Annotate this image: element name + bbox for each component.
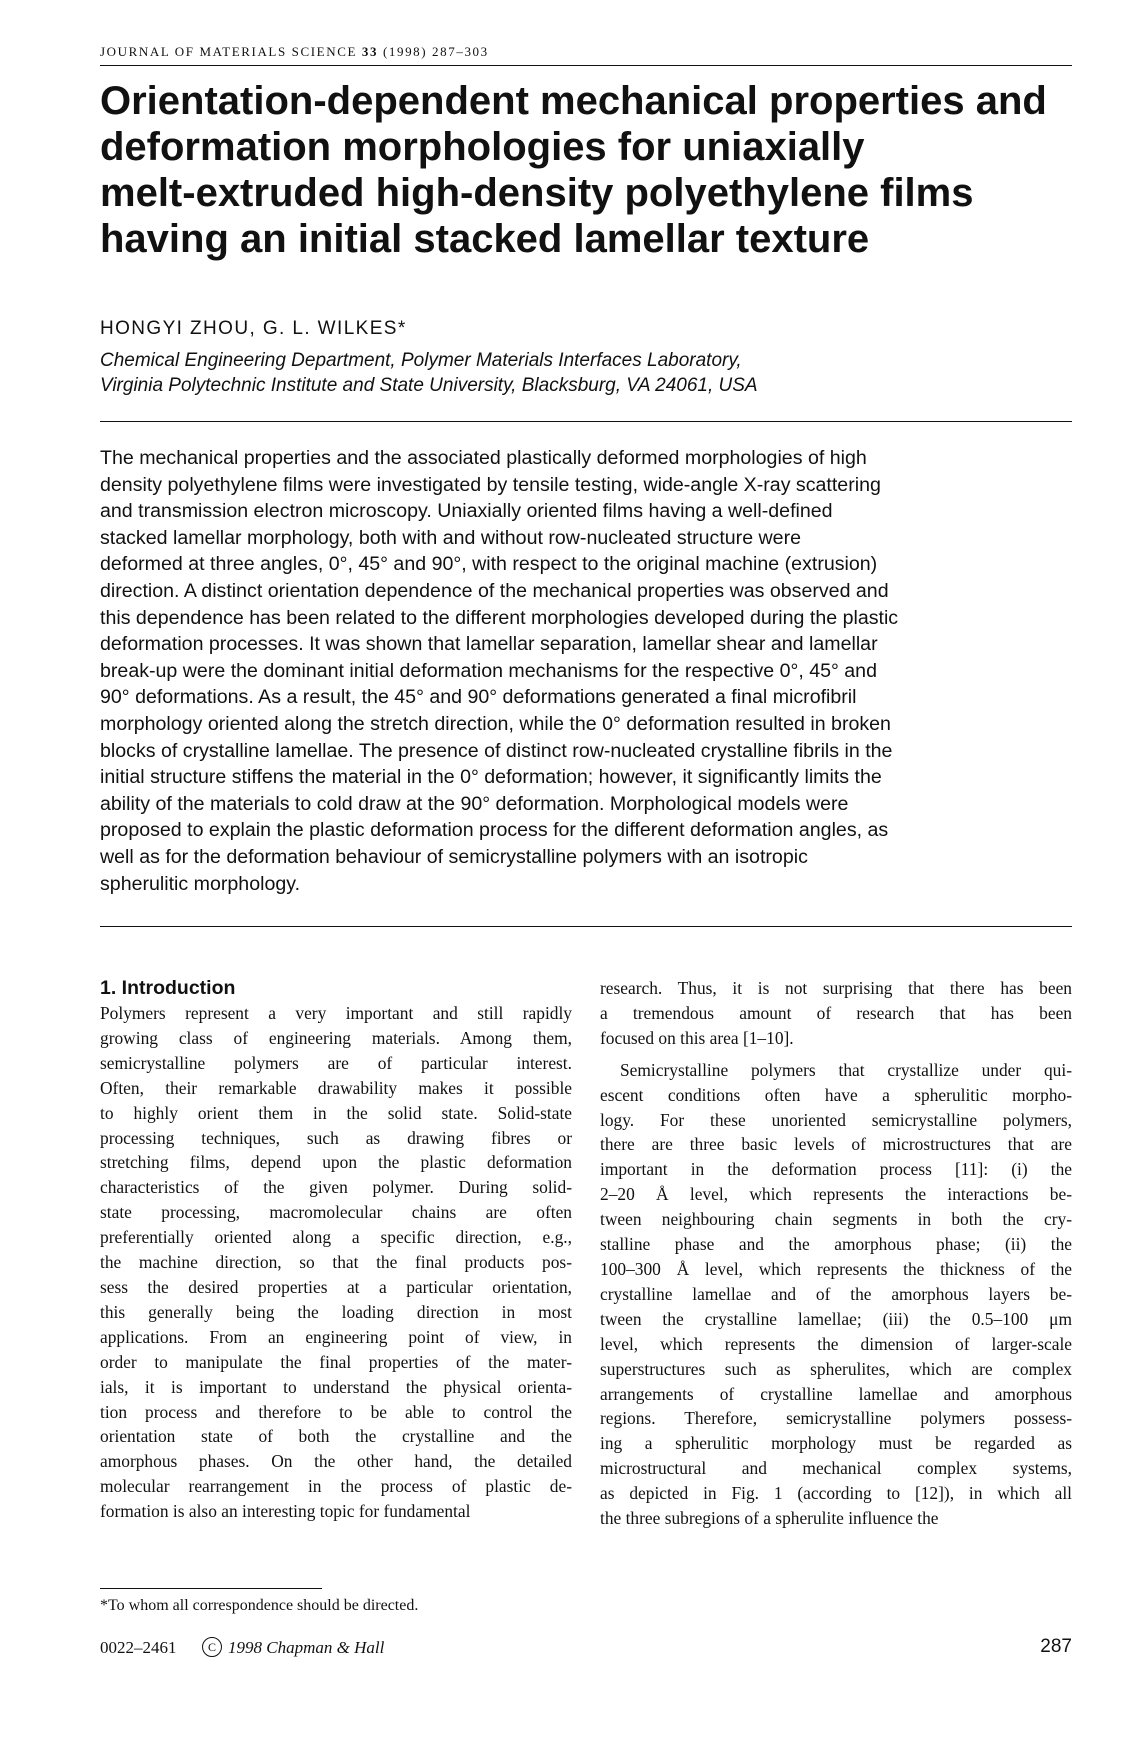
abstract-line: and transmission electron microscopy. Uniaxially oriented films having a well-defined (100, 500, 833, 523)
title-line: melt-extruded high-density polyethylene films (100, 171, 974, 215)
text-line: research. Thus, it is not surprising that there has been (600, 978, 1072, 998)
text-line: there are three basic levels of microstructures that are (600, 1134, 1072, 1155)
text-line: focused on this area [1–10]. (600, 1027, 794, 1048)
abstract-bottom-rule (100, 926, 1072, 927)
intro-paragraph-1-continued (600, 976, 1072, 1051)
text-line: characteristics of the given polymer. During solid- (100, 1177, 572, 1198)
page-number: 287 (1040, 1636, 1072, 1657)
text-line: this generally being the loading direction in most (100, 1301, 572, 1322)
text-line: crystalline lamellae and of the amorphous layers be- (600, 1283, 1072, 1304)
affiliation-line: Chemical Engineering Department, Polymer Materials Interfaces Laboratory, (100, 350, 742, 371)
abstract-top-rule (100, 421, 1072, 422)
abstract-line: morphology oriented along the stretch direction, while the 0° deformation resulted in broken (100, 712, 891, 735)
abstract-line: The mechanical properties and the associated plastically deformed morphologies of high (100, 447, 867, 469)
text-line: semicrystalline polymers are of particular interest. (100, 1052, 572, 1073)
authors: HONGYI ZHOU, G. L. WILKES* (100, 318, 407, 339)
text-line: 100–300 Å level, which represents the thickness of the (600, 1258, 1072, 1279)
copyright-icon: C (202, 1637, 222, 1657)
title-line: Orientation-dependent mechanical properties and (100, 79, 1047, 123)
affiliation-line: Virginia Polytechnic Institute and State University, Blacksburg, VA 24061, USA (100, 375, 758, 396)
text-line: level, which represents the dimension of larger-scale (600, 1333, 1072, 1354)
journal-year-pages: (1998) 287–303 (382, 44, 489, 59)
text-line: order to manipulate the final properties of the mater- (100, 1351, 572, 1372)
text-line: regions. Therefore, semicrystalline polymers possess- (600, 1408, 1072, 1429)
abstract-line: 90° deformations. As a result, the 45° and 90° deformations generated a final microfibril (100, 686, 857, 709)
text-line: applications. From an engineering point of view, in (100, 1326, 572, 1347)
abstract-line: deformation processes. It was shown that lamellar separation, lamellar shear and lamellar (100, 633, 878, 656)
abstract-line: density polyethylene films were investigated by tensile testing, wide-angle X-ray scattering (100, 473, 881, 496)
text-line: 2–20 Å level, which represents the interactions be- (600, 1184, 1072, 1205)
abstract-line: break-up were the dominant initial deformation mechanisms for the respective 0°, 45° and (100, 659, 877, 682)
abstract-line: ability of the materials to cold draw at the 90° deformation. Morphological models were (100, 792, 849, 815)
text-line: superstructures such as spherulites, which are complex (600, 1358, 1072, 1379)
issn: 0022–2461 (100, 1638, 177, 1657)
paper-page (100, 0, 1072, 1755)
title-line: having an initial stacked lamellar texture (100, 217, 870, 261)
header-rule (100, 65, 1072, 66)
text-line: tween the crystalline lamellae; (iii) the 0.5–100 μm (600, 1308, 1072, 1329)
right-column (600, 976, 1072, 1531)
copyright (202, 1638, 384, 1659)
section-heading: 1. Introduction (100, 977, 236, 999)
journal-volume: 33 (361, 44, 379, 59)
text-line: sess the desired properties at a particular orientation, (100, 1276, 572, 1297)
text-line: Often, their remarkable drawability makes it possible (100, 1077, 572, 1098)
affiliation (100, 348, 758, 398)
text-line: stretching films, depend upon the plastic deformation (100, 1152, 572, 1173)
text-line: molecular rearrangement in the process of plastic de- (100, 1476, 572, 1497)
text-line: escent conditions often have a spherulitic morpho- (600, 1084, 1072, 1105)
copyright-text: 1998 Chapman & Hall (228, 1638, 385, 1657)
abstract-line: deformed at three angles, 0°, 45° and 90°, with respect to the original machine (extrusion) (100, 553, 878, 576)
text-line: the machine direction, so that the final products pos- (100, 1252, 572, 1273)
text-line: tween neighbouring chain segments in both the cry- (600, 1209, 1072, 1230)
abstract-line: spherulitic morphology. (100, 872, 301, 895)
text-line: logy. For these unoriented semicrystalline polymers, (600, 1109, 1072, 1130)
abstract-line: proposed to explain the plastic deformation process for the different deformation angles, as (100, 819, 889, 842)
text-line: amorphous phases. On the other hand, the detailed (100, 1451, 572, 1472)
abstract-line: initial structure stiffens the material in the 0° deformation; however, it significantly limits the (100, 766, 882, 789)
text-line: the three subregions of a spherulite influence the (600, 1508, 939, 1529)
text-line: ing a spherulitic morphology must be regarded as (600, 1433, 1072, 1454)
text-line: formation is also an interesting topic for fundamental (100, 1501, 471, 1522)
text-line: as depicted in Fig. 1 (according to [12]), in which all (600, 1483, 1072, 1504)
abstract-line: well as for the deformation behaviour of semicrystalline polymers with an isotropic (100, 845, 808, 868)
text-line: ials, it is important to understand the physical orienta- (100, 1376, 572, 1397)
text-line: preferentially oriented along a specific direction, e.g., (100, 1227, 572, 1248)
text-line: state processing, macromolecular chains are often (100, 1202, 572, 1223)
title-line: deformation morphologies for uniaxially (100, 125, 865, 169)
text-line: processing techniques, such as drawing fibres or (100, 1127, 572, 1148)
text-line: important in the deformation process [11]: (i) the (600, 1159, 1072, 1180)
text-line: microstructural and mechanical complex systems, (600, 1458, 1072, 1479)
abstract-line: this dependence has been related to the different morphologies developed during the plastic (100, 606, 899, 629)
article-title (100, 78, 1072, 262)
journal-running-header (100, 44, 489, 60)
abstract-line: blocks of crystalline lamellae. The presence of distinct row-nucleated crystalline fibrils in the (100, 739, 893, 762)
left-column (100, 976, 572, 1524)
page-footer (100, 1636, 1072, 1660)
footnote: *To whom all correspondence should be directed. (100, 1597, 419, 1614)
abstract-line: direction. A distinct orientation dependence of the mechanical properties was observed and (100, 579, 889, 602)
text-line: Semicrystalline polymers that crystallize under qui- (620, 1059, 1072, 1080)
text-line: arrangements of crystalline lamellae and amorphous (600, 1383, 1072, 1404)
intro-paragraph-2 (600, 1058, 1072, 1531)
text-line: growing class of engineering materials. Among them, (100, 1027, 572, 1048)
abstract-line: stacked lamellar morphology, both with and without row-nucleated structure were (100, 526, 802, 549)
text-line: stalline phase and the amorphous phase; (ii) the (600, 1234, 1072, 1255)
journal-name: JOURNAL OF MATERIALS SCIENCE (100, 44, 358, 59)
text-line: orientation state of both the crystalline and the (100, 1426, 572, 1447)
footnote-rule (100, 1588, 322, 1589)
text-line: Polymers represent a very important and still rapidly (100, 1003, 572, 1023)
text-line: a tremendous amount of research that has been (600, 1002, 1072, 1023)
text-line: to highly orient them in the solid state. Solid-state (100, 1102, 572, 1123)
abstract (100, 445, 1072, 897)
intro-paragraph-1 (100, 1001, 572, 1524)
text-line: tion process and therefore to be able to control the (100, 1401, 572, 1422)
